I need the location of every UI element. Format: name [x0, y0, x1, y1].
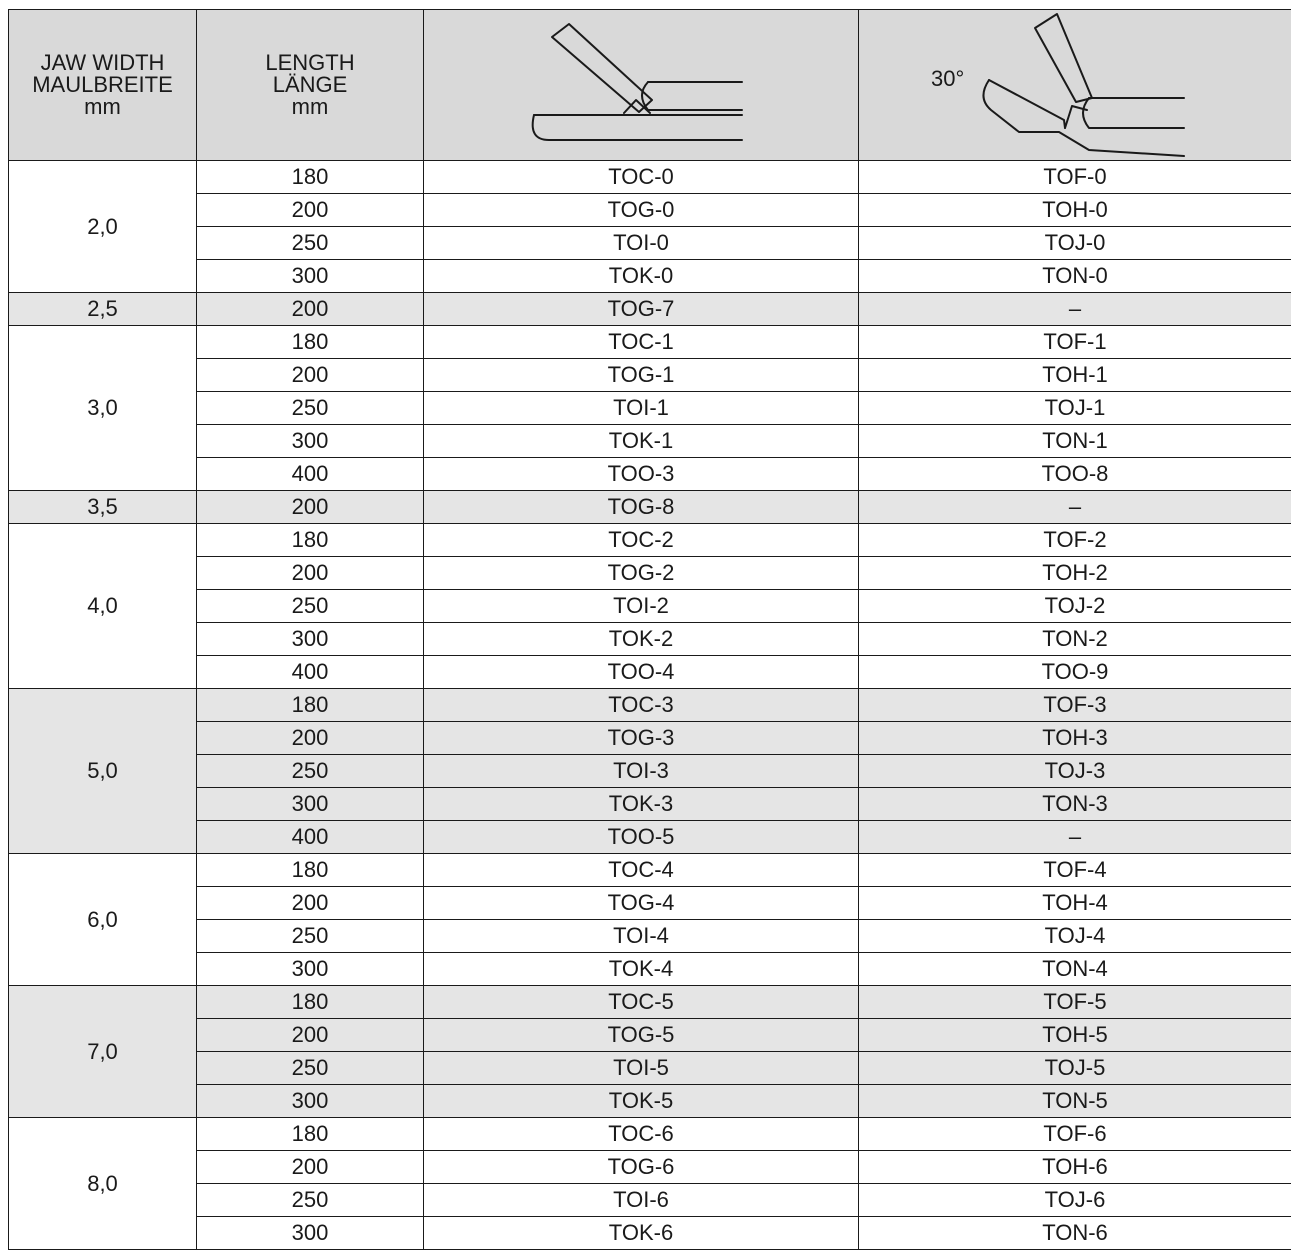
table-row [9, 293, 1291, 326]
length-cell: 400 [197, 821, 424, 854]
straight-code-cell: TOI-3 [424, 755, 859, 788]
table-row [9, 722, 1291, 755]
length-cell: 200 [197, 887, 424, 920]
length-cell: 180 [197, 986, 424, 1019]
angled-code-cell: TOH-5 [859, 1019, 1291, 1052]
jaw-width-cell: 5,0 [9, 689, 197, 854]
straight-jaw-header [424, 10, 859, 161]
length-cell: 200 [197, 194, 424, 227]
length-cell: 400 [197, 656, 424, 689]
straight-code-cell: TOI-5 [424, 1052, 859, 1085]
angled-code-cell: TON-0 [859, 260, 1291, 293]
angled-code-cell: TON-1 [859, 425, 1291, 458]
length-cell: 300 [197, 788, 424, 821]
straight-code-cell: TOK-3 [424, 788, 859, 821]
length-cell: 250 [197, 920, 424, 953]
straight-code-cell: TOI-6 [424, 1184, 859, 1217]
table-row [9, 458, 1291, 491]
length-cell: 250 [197, 590, 424, 623]
angled-jaw-header [859, 10, 1291, 161]
angled-code-cell: TOJ-4 [859, 920, 1291, 953]
header-row [9, 10, 1291, 161]
length-cell: 180 [197, 524, 424, 557]
angled-code-cell: TOF-5 [859, 986, 1291, 1019]
length-header [197, 10, 424, 161]
length-cell: 250 [197, 1052, 424, 1085]
table-row [9, 359, 1291, 392]
length-cell: 250 [197, 392, 424, 425]
length-label-en: LENGTH [197, 52, 423, 74]
table-row [9, 887, 1291, 920]
angled-code-cell: TOF-6 [859, 1118, 1291, 1151]
table-row [9, 689, 1291, 722]
table-row [9, 326, 1291, 359]
table-row [9, 1217, 1291, 1250]
length-cell: 180 [197, 1118, 424, 1151]
table-row [9, 194, 1291, 227]
straight-code-cell: TOO-5 [424, 821, 859, 854]
angled-code-cell: TOJ-6 [859, 1184, 1291, 1217]
angled-code-cell: – [859, 293, 1291, 326]
jaw-width-cell: 3,0 [9, 326, 197, 491]
straight-code-cell: TOG-4 [424, 887, 859, 920]
length-cell: 300 [197, 953, 424, 986]
table-row [9, 260, 1291, 293]
product-table [8, 9, 1291, 1250]
angled-code-cell: TON-3 [859, 788, 1291, 821]
length-cell: 200 [197, 359, 424, 392]
table-row [9, 854, 1291, 887]
straight-code-cell: TOG-8 [424, 491, 859, 524]
jaw-width-cell: 6,0 [9, 854, 197, 986]
table-row [9, 491, 1291, 524]
table-row [9, 953, 1291, 986]
length-cell: 250 [197, 755, 424, 788]
straight-code-cell: TOO-4 [424, 656, 859, 689]
angled-code-cell: TON-2 [859, 623, 1291, 656]
table-row [9, 524, 1291, 557]
angled-code-cell: TOF-4 [859, 854, 1291, 887]
straight-code-cell: TOG-7 [424, 293, 859, 326]
length-cell: 180 [197, 689, 424, 722]
angled-code-cell: TOF-0 [859, 161, 1291, 194]
length-unit: mm [197, 96, 423, 118]
angled-code-cell: TOF-2 [859, 524, 1291, 557]
angled-code-cell: TOO-9 [859, 656, 1291, 689]
angled-code-cell: TON-4 [859, 953, 1291, 986]
straight-code-cell: TOI-1 [424, 392, 859, 425]
angled-code-cell: TOH-0 [859, 194, 1291, 227]
length-cell: 250 [197, 227, 424, 260]
straight-code-cell: TOC-0 [424, 161, 859, 194]
straight-code-cell: TOC-6 [424, 1118, 859, 1151]
length-cell: 300 [197, 1085, 424, 1118]
straight-code-cell: TOK-2 [424, 623, 859, 656]
length-cell: 180 [197, 161, 424, 194]
table-row [9, 821, 1291, 854]
length-cell: 200 [197, 557, 424, 590]
table-row [9, 1151, 1291, 1184]
straight-code-cell: TOI-0 [424, 227, 859, 260]
table-row [9, 1118, 1291, 1151]
angled-code-cell: TON-5 [859, 1085, 1291, 1118]
straight-code-cell: TOG-3 [424, 722, 859, 755]
angle-label: 30° [931, 68, 964, 90]
length-cell: 300 [197, 260, 424, 293]
straight-code-cell: TOC-1 [424, 326, 859, 359]
angled-30-jaw-icon [859, 10, 1291, 160]
angled-code-cell: TOH-1 [859, 359, 1291, 392]
angled-code-cell: TOF-1 [859, 326, 1291, 359]
table-row [9, 557, 1291, 590]
straight-jaw-icon [424, 10, 859, 160]
angled-code-cell: TOH-4 [859, 887, 1291, 920]
angled-code-cell: – [859, 821, 1291, 854]
length-cell: 200 [197, 1151, 424, 1184]
angled-code-cell: TON-6 [859, 1217, 1291, 1250]
length-label-de: LÄNGE [197, 74, 423, 96]
angled-code-cell: – [859, 491, 1291, 524]
angled-code-cell: TOJ-5 [859, 1052, 1291, 1085]
angled-code-cell: TOJ-2 [859, 590, 1291, 623]
straight-code-cell: TOK-6 [424, 1217, 859, 1250]
jaw-width-cell: 4,0 [9, 524, 197, 689]
straight-code-cell: TOK-1 [424, 425, 859, 458]
jaw-width-unit: mm [9, 96, 196, 118]
straight-code-cell: TOG-5 [424, 1019, 859, 1052]
table-row [9, 623, 1291, 656]
angled-code-cell: TOH-6 [859, 1151, 1291, 1184]
straight-code-cell: TOK-0 [424, 260, 859, 293]
table-row [9, 590, 1291, 623]
table-row [9, 1085, 1291, 1118]
table-row [9, 1019, 1291, 1052]
length-cell: 200 [197, 491, 424, 524]
straight-code-cell: TOO-3 [424, 458, 859, 491]
straight-code-cell: TOC-3 [424, 689, 859, 722]
jaw-width-label-en: JAW WIDTH [9, 52, 196, 74]
jaw-width-cell: 2,5 [9, 293, 197, 326]
jaw-width-cell: 8,0 [9, 1118, 197, 1250]
jaw-width-cell: 7,0 [9, 986, 197, 1118]
length-cell: 400 [197, 458, 424, 491]
table-row [9, 755, 1291, 788]
length-cell: 300 [197, 623, 424, 656]
straight-code-cell: TOG-6 [424, 1151, 859, 1184]
length-cell: 250 [197, 1184, 424, 1217]
straight-code-cell: TOK-5 [424, 1085, 859, 1118]
straight-code-cell: TOK-4 [424, 953, 859, 986]
angled-code-cell: TOH-2 [859, 557, 1291, 590]
table-row [9, 1184, 1291, 1217]
length-cell: 300 [197, 1217, 424, 1250]
table-row [9, 920, 1291, 953]
length-cell: 200 [197, 293, 424, 326]
angled-code-cell: TOF-3 [859, 689, 1291, 722]
length-cell: 180 [197, 854, 424, 887]
table-row [9, 788, 1291, 821]
straight-code-cell: TOI-2 [424, 590, 859, 623]
table-row [9, 656, 1291, 689]
jaw-width-cell: 3,5 [9, 491, 197, 524]
table-row [9, 392, 1291, 425]
angled-code-cell: TOO-8 [859, 458, 1291, 491]
straight-code-cell: TOC-5 [424, 986, 859, 1019]
straight-code-cell: TOG-2 [424, 557, 859, 590]
angled-code-cell: TOJ-1 [859, 392, 1291, 425]
jaw-width-cell: 2,0 [9, 161, 197, 293]
straight-code-cell: TOI-4 [424, 920, 859, 953]
straight-code-cell: TOG-1 [424, 359, 859, 392]
table-row [9, 986, 1291, 1019]
length-cell: 200 [197, 1019, 424, 1052]
angled-code-cell: TOH-3 [859, 722, 1291, 755]
length-cell: 200 [197, 722, 424, 755]
angled-code-cell: TOJ-0 [859, 227, 1291, 260]
jaw-width-label-de: MAULBREITE [9, 74, 196, 96]
table-row [9, 227, 1291, 260]
straight-code-cell: TOC-2 [424, 524, 859, 557]
straight-code-cell: TOG-0 [424, 194, 859, 227]
table-row [9, 161, 1291, 194]
table-row [9, 425, 1291, 458]
table-row [9, 1052, 1291, 1085]
jaw-width-header [9, 10, 197, 161]
length-cell: 300 [197, 425, 424, 458]
length-cell: 180 [197, 326, 424, 359]
straight-code-cell: TOC-4 [424, 854, 859, 887]
angled-code-cell: TOJ-3 [859, 755, 1291, 788]
